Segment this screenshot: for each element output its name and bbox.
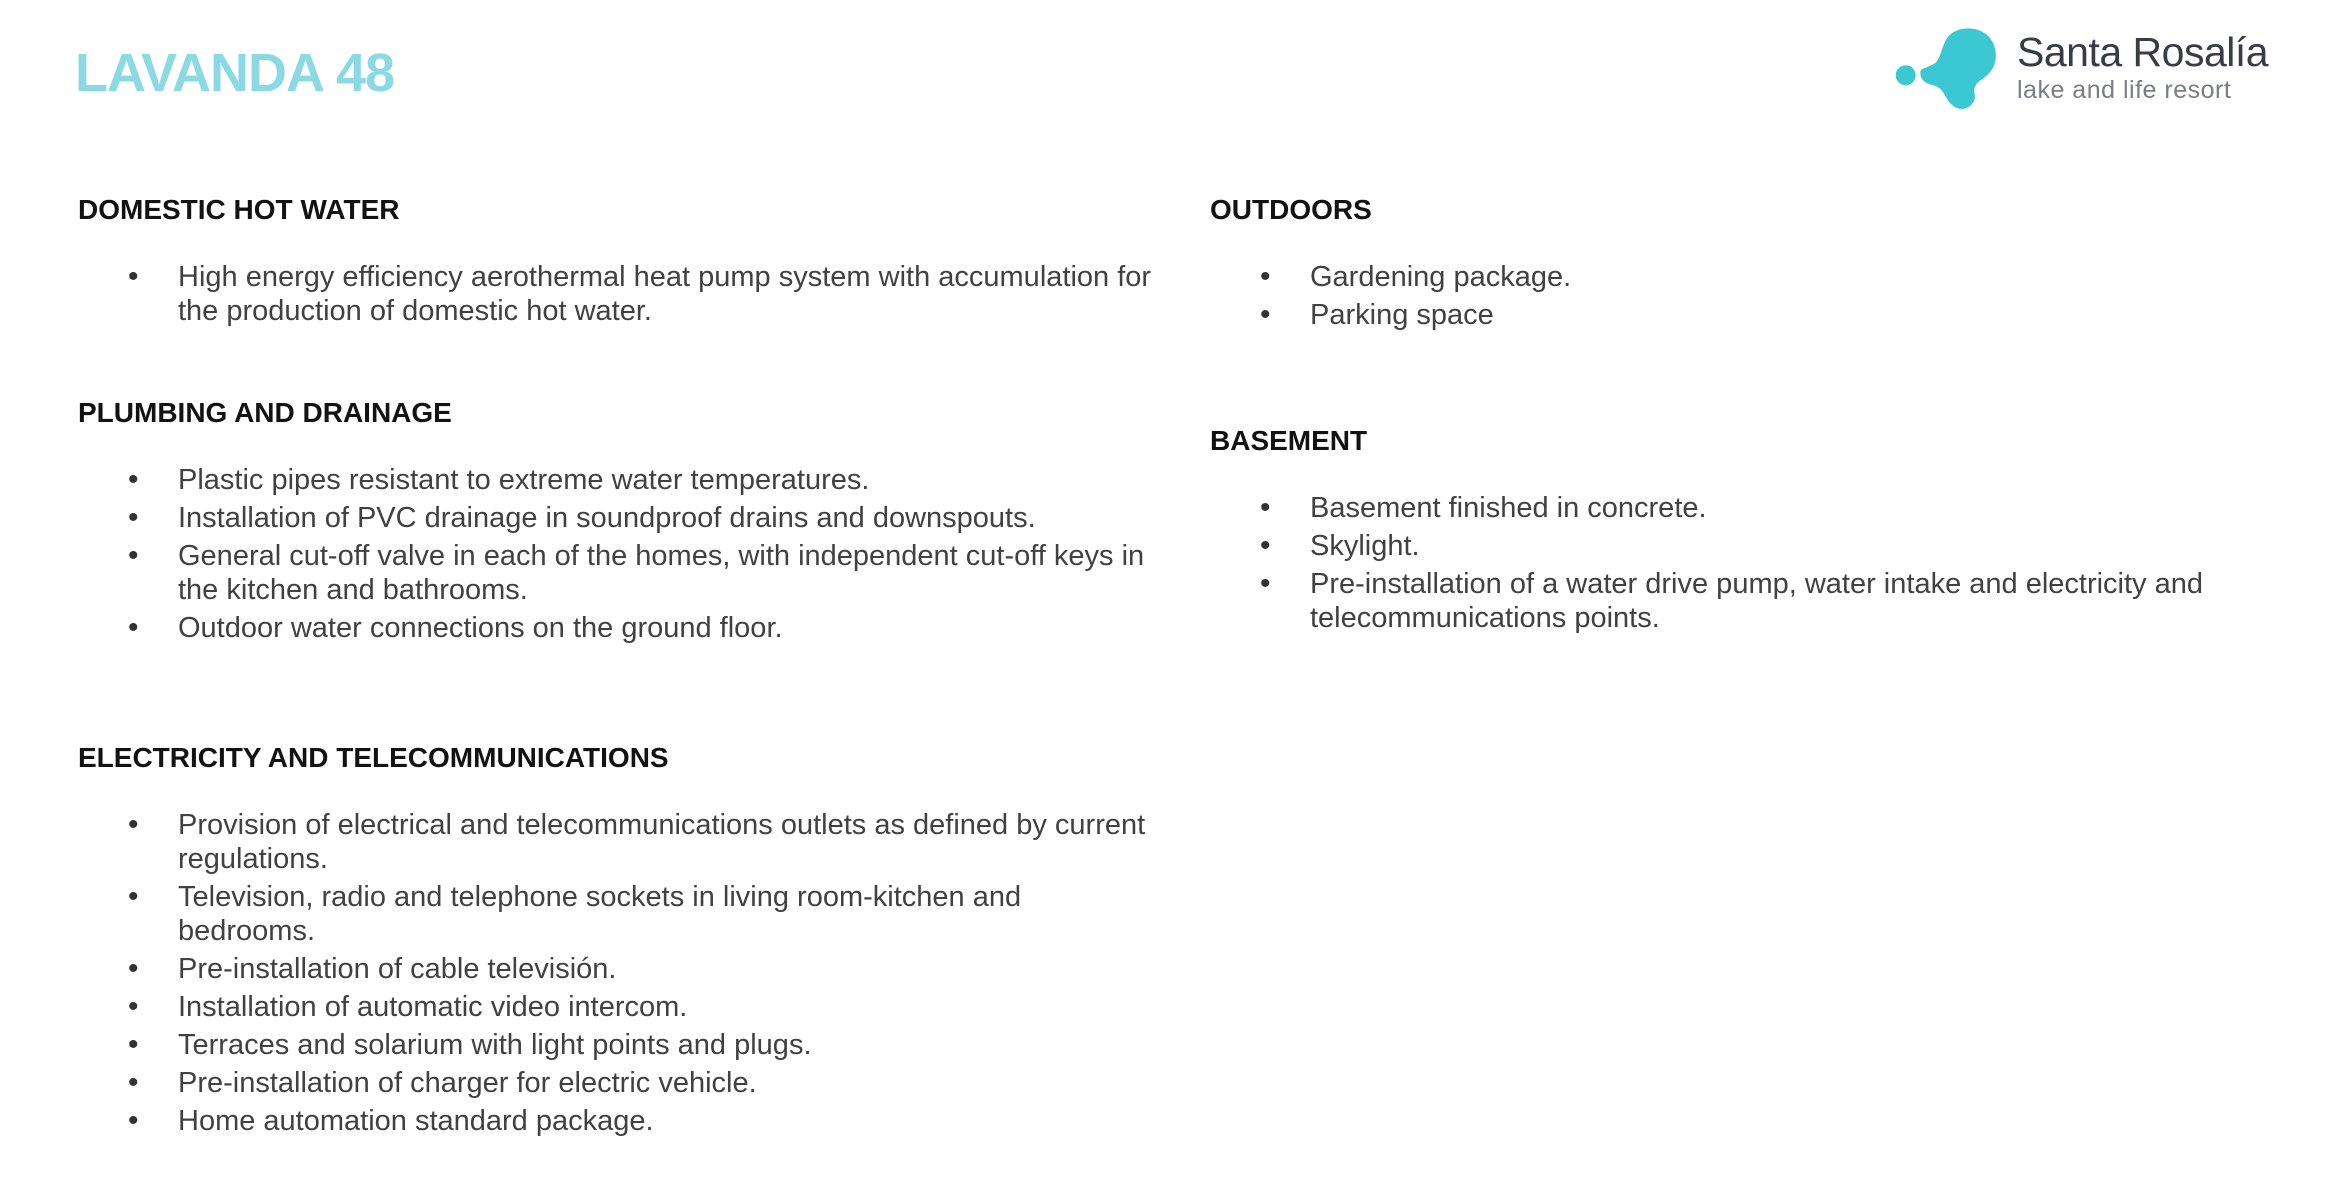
list-item: [78, 611, 1156, 645]
list-item-text: Terraces and solarium with light points and plugs.: [178, 1029, 812, 1061]
brand-logo: [1893, 22, 2268, 114]
list-item: [1210, 529, 2250, 563]
bullet-list: [1210, 491, 2250, 635]
section-heading: DOMESTIC HOT WATER: [78, 194, 400, 225]
list-item-text: Gardening package.: [1310, 261, 1572, 293]
bullet-list: [78, 463, 1156, 645]
list-item: [1210, 567, 2250, 635]
spec-section: [78, 393, 1156, 645]
bullet-list: [1210, 260, 2250, 332]
list-item: [78, 990, 1156, 1024]
spec-section: [1210, 421, 2250, 635]
right-column: [1210, 190, 2250, 639]
list-item-text: Pre-installation of cable televisión.: [178, 953, 617, 985]
list-item-text: Pre-installation of charger for electric vehicle.: [178, 1067, 757, 1099]
list-item: [78, 1028, 1156, 1062]
list-item-text: Home automation standard package.: [178, 1105, 654, 1137]
page-title: LAVANDA 48: [75, 43, 395, 103]
list-item: [78, 501, 1156, 535]
list-item: [78, 260, 1156, 328]
brand-tagline: lake and life resort: [2017, 76, 2232, 104]
bullet-list: [78, 260, 1156, 328]
list-item: [78, 880, 1156, 948]
left-column: [78, 190, 1156, 1142]
section-heading: ELECTRICITY AND TELECOMMUNICATIONS: [78, 742, 669, 773]
list-item-text: Plastic pipes resistant to extreme water temperatures.: [178, 464, 870, 496]
list-item-text: Installation of automatic video intercom.: [178, 991, 688, 1023]
section-heading: BASEMENT: [1210, 425, 1368, 456]
list-item: [78, 1066, 1156, 1100]
list-item-text: Outdoor water connections on the ground floor.: [178, 612, 783, 644]
list-item: [1210, 260, 2250, 294]
list-item: [1210, 298, 2250, 332]
list-item-text: General cut-off valve in each of the homes, with independent cut-off keys in the kitchen and bathrooms.: [178, 540, 1145, 606]
list-item: [1210, 491, 2250, 525]
list-item-text: Installation of PVC drainage in soundproof drains and downspouts.: [178, 502, 1036, 534]
list-item-text: Parking space: [1310, 299, 1494, 331]
brand-name: Santa Rosalía: [2017, 29, 2269, 75]
lake-blob-icon: [1893, 22, 2011, 114]
list-item: [78, 952, 1156, 986]
list-item-text: Television, radio and telephone sockets in living room-kitchen and bedrooms.: [178, 881, 1022, 947]
brand-text-block: [2017, 22, 2268, 103]
list-item-text: Basement finished in concrete.: [1310, 492, 1707, 524]
spec-section: [1210, 190, 2250, 332]
list-item: [78, 808, 1156, 876]
spec-section: [78, 738, 1156, 1138]
list-item: [78, 539, 1156, 607]
list-item-text: Pre-installation of a water drive pump, water intake and electricity and telecommunications points.: [1310, 568, 2203, 634]
bullet-list: [78, 808, 1156, 1138]
spec-section: [78, 190, 1156, 328]
list-item-text: High energy efficiency aerothermal heat pump system with accumulation for the production of domestic hot water.: [178, 261, 1152, 327]
list-item: [78, 463, 1156, 497]
section-heading: OUTDOORS: [1210, 194, 1372, 225]
list-item-text: Provision of electrical and telecommunications outlets as defined by current regulations.: [178, 809, 1146, 875]
section-heading: PLUMBING AND DRAINAGE: [78, 397, 452, 428]
list-item: [78, 1104, 1156, 1138]
list-item-text: Skylight.: [1310, 530, 1420, 562]
